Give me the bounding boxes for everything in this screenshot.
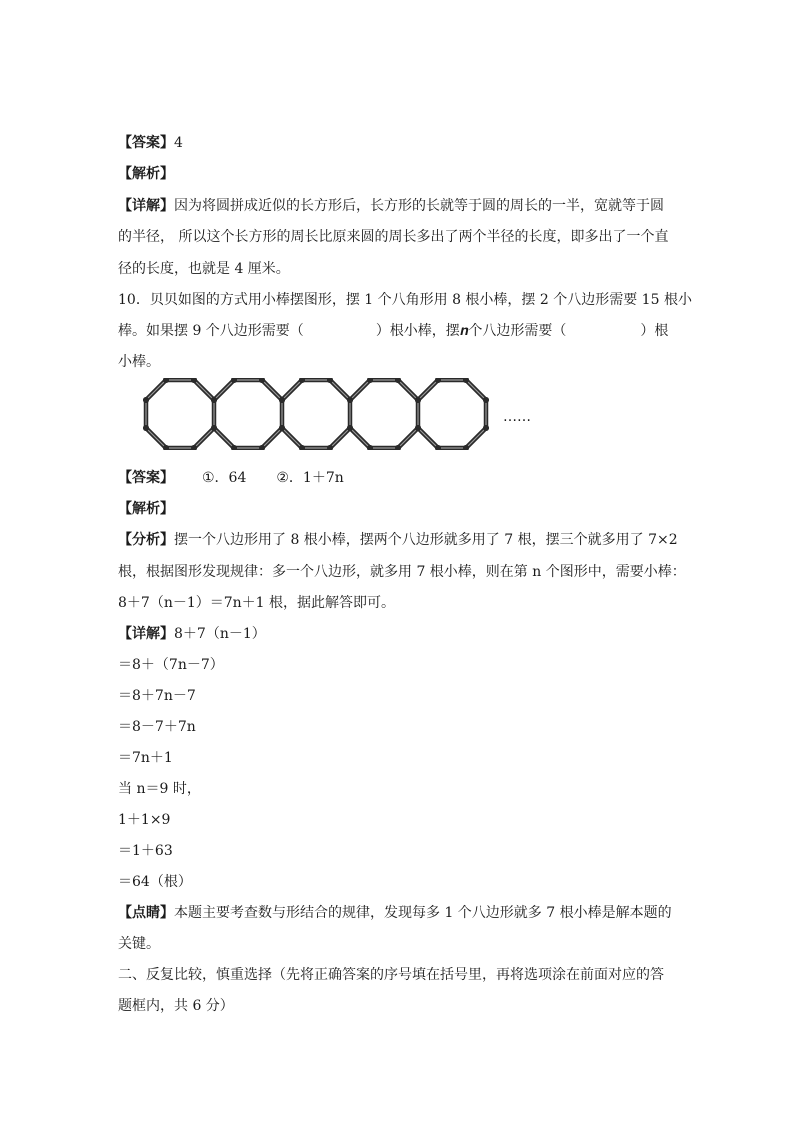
stick-highlight [214,428,234,448]
stick-highlight [398,428,418,448]
stem-part-c: 个八边形需要（ [468,323,567,339]
stick-highlight [194,428,214,448]
stem-mark-n: 𝒏 [459,323,469,339]
stick-joint [143,397,149,403]
section2-heading-line-1: 二、反复比较，慎重选择（先将正确答案的序号填在括号里，再将选项涂在前面对应的答 [118,967,664,983]
stem-part-a: 棒。如果摆 9 个八边形需要（ [118,323,304,339]
stick-joint [143,425,149,431]
stick-highlight [282,380,302,400]
fenxi-text: 摆一个八边形用了 8 根小棒，摆两个八边形就多用了 7 根，摆三个就多用了 7×2 [174,532,678,548]
q10-fenxi-line-1 [118,530,684,550]
q10-fenxi-line-3: 8＋7（n－1）＝7n＋1 根，据此解答即可。 [118,595,396,611]
stick-highlight [418,380,438,400]
dianjing-text: 本题主要考查数与形结合的规律，发现每多 1 个八边形就多 7 根小棒是解本题的 [174,905,672,921]
q10-step-4: ＝8－7＋7n [118,719,196,735]
stem-part-d: ）根 [640,323,669,339]
q9-analysis-tag: 【解析】 [118,166,174,182]
fenxi-tag: 【分析】 [118,532,174,548]
detail-tag: 【详解】 [118,198,174,214]
octagon-stick-figure [140,378,540,450]
stick-joint [211,425,217,431]
octagon-group [143,378,489,450]
q9-answer [118,133,684,153]
stick-highlight [146,380,166,400]
stick-joint [211,397,217,403]
answer-tag: 【答案】 [118,470,174,486]
stick-highlight [194,380,214,400]
stick-highlight [262,380,282,400]
stick-highlight [418,428,438,448]
detail-text: 因为将圆拼成近似的长方形后，长方形的长就等于圆的周长的一半，宽就等于圆 [174,198,664,214]
q10-stem-line-1: 10．贝贝如图的方式用小棒摆图形，摆 1 个八角形用 8 根小棒，摆 2 个八边形需要 15 根小 [118,292,692,308]
stick-highlight [214,380,234,400]
stick-joint [279,397,285,403]
stem-part-b: ）根小棒，摆 [375,323,460,339]
stick-highlight [330,428,350,448]
stick-joint [347,425,353,431]
step-text: 8＋7（n－1） [174,626,266,642]
section2-heading-line-2: 题框内，共 6 分） [118,998,234,1014]
stick-highlight [282,428,302,448]
q10-dianjing-line-2: 关键。 [118,936,160,952]
answer-value: 4 [174,135,183,151]
stick-highlight [330,380,350,400]
q10-step-7: 1＋1×9 [118,812,171,828]
q10-step-8: ＝1＋63 [118,843,173,859]
q9-detail-line-1 [118,196,684,216]
stick-highlight [146,428,166,448]
q10-stem-line-3: 小棒。 [118,354,160,370]
detail-tag: 【详解】 [118,626,174,642]
answer-tag: 【答案】 [118,135,174,151]
q10-step-9: ＝64（根） [118,874,192,890]
stick-joint [279,425,285,431]
stick-highlight [398,380,418,400]
q10-answer [118,468,684,488]
stick-highlight [350,428,370,448]
stick-joint [415,397,421,403]
stick-joint [483,397,489,403]
q10-analysis-tag: 【解析】 [118,501,174,517]
stick-highlight [350,380,370,400]
answer-1: ①．64 [202,470,247,486]
q9-detail-line-2: 的半径， 所以这个长方形的周长比原来圆的周长多出了两个半径的长度，即多出了一个直 [118,229,669,245]
q10-step-1 [118,624,684,644]
answer-2: ②．1＋7n [276,470,344,486]
q10-dianjing-line-1 [118,903,684,923]
q10-fenxi-line-2: 根，根据图形发现规律：多一个八边形，就多用 7 根小棒，则在第 n 个图形中，需要小棒： [118,564,686,580]
stick-highlight [262,428,282,448]
stick-joint [483,425,489,431]
q10-step-3: ＝8＋7n－7 [118,688,196,704]
q10-step-6: 当 n＝9 时， [118,781,201,797]
stick-highlight [466,428,486,448]
q10-step-2: ＝8＋（7n－7） [118,657,224,673]
q9-detail-line-3: 径的长度，也就是 4 厘米。 [118,261,290,277]
dianjing-tag: 【点睛】 [118,905,174,921]
stick-joint [347,397,353,403]
figure-ellipsis: …… [503,409,531,425]
stick-highlight [466,380,486,400]
q10-stem-line-2 [118,321,684,341]
q10-step-5: ＝7n＋1 [118,750,173,766]
stick-joint [415,425,421,431]
